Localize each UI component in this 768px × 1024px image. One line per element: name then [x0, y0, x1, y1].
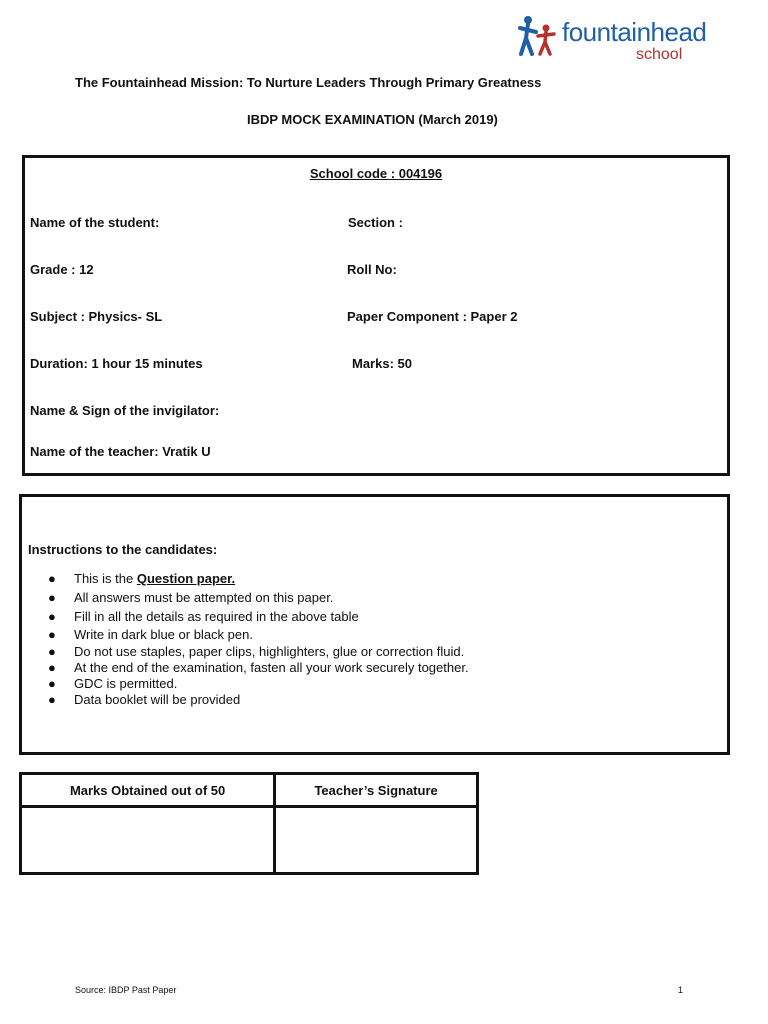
mission-statement: The Fountainhead Mission: To Nurture Leaders Through Primary Greatness: [75, 75, 542, 90]
teacher-signature-header: Teacher’s Signature: [275, 774, 478, 807]
instruction-item: [48, 589, 469, 606]
page-number: 1: [678, 985, 684, 995]
section-label: Section :: [348, 215, 403, 230]
subject-text: Subject : Physics- SL: [30, 309, 163, 324]
instructions-box: [19, 494, 730, 755]
instruction-text: GDC is permitted.: [74, 676, 178, 691]
instruction-item: [48, 608, 469, 625]
bullet-icon: ●: [48, 571, 56, 586]
instruction-item: [48, 643, 469, 659]
invigilator-label: Name & Sign of the invigilator:: [30, 403, 220, 418]
instruction-item: [48, 691, 469, 708]
instruction-item: [48, 626, 469, 643]
instruction-item: [48, 675, 469, 691]
student-name-label: Name of the student:: [30, 215, 160, 230]
grade-text: Grade : 12: [30, 262, 94, 277]
school-code: School code : 004196: [309, 166, 443, 181]
instruction-text: At the end of the examination, fasten all your work securely together.: [74, 660, 469, 675]
instruction-text: Write in dark blue or black pen.: [74, 627, 253, 642]
student-details-box: [22, 155, 730, 476]
logo-wordmark: fountainhead: [562, 17, 707, 47]
bullet-icon: ●: [48, 627, 56, 642]
teacher-signature-cell: [275, 807, 478, 874]
instruction-text: All answers must be attempted on this paper.: [74, 590, 334, 605]
marks-text: Marks: 50: [352, 356, 412, 371]
instructions-title: Instructions to the candidates:: [28, 542, 218, 557]
instruction-text: Do not use staples, paper clips, highlighters, glue or correction fluid.: [74, 644, 465, 659]
logo-subtitle: school: [636, 46, 683, 63]
instruction-text: This is the: [74, 571, 137, 586]
roll-no-label: Roll No:: [347, 262, 397, 277]
marks-obtained-header: Marks Obtained out of 50: [21, 774, 275, 807]
footer-source: Source: IBDP Past Paper: [75, 985, 177, 995]
instructions-list: [48, 570, 469, 708]
marks-table: [19, 772, 479, 875]
bullet-icon: ●: [48, 644, 56, 659]
teacher-name-text: Name of the teacher: Vratik U: [30, 444, 211, 459]
instruction-text: Fill in all the details as required in the above table: [74, 609, 359, 624]
instruction-text: Data booklet will be provided: [74, 692, 241, 707]
duration-text: Duration: 1 hour 15 minutes: [30, 356, 203, 371]
bullet-icon: ●: [48, 660, 56, 675]
exam-title: IBDP MOCK EXAMINATION (March 2019): [247, 112, 498, 127]
bullet-icon: ●: [48, 609, 56, 624]
marks-obtained-cell: [21, 807, 275, 874]
bullet-icon: ●: [48, 692, 56, 707]
bullet-icon: ●: [48, 676, 56, 691]
paper-component-text: Paper Component : Paper 2: [347, 309, 518, 324]
school-logo: [518, 14, 707, 66]
question-paper-emphasis: Question paper.: [136, 571, 236, 586]
instruction-item: [48, 570, 469, 587]
bullet-icon: ●: [48, 590, 56, 605]
fountainhead-figures-logo-icon: [518, 14, 562, 58]
instruction-item: [48, 659, 469, 675]
